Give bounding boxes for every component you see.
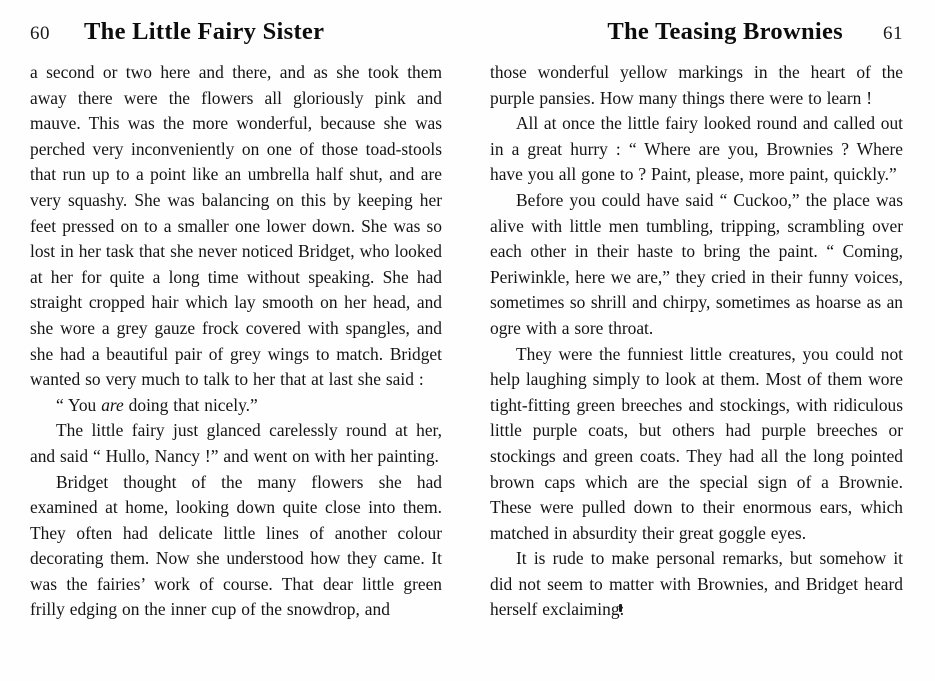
paragraph-text-segment: : [619, 599, 625, 620]
paragraph: Before you could have said “ Cuckoo,” the place was alive with little men tumbling, tripping, scrambling over each other in their haste to bring the paint. “ Coming, Periwinkle, here we are,” they cried in their funny voices, sometimes so shrill and chirpy, sometimes as hoarse as an ogre with a sore throat. [490, 189, 903, 338]
paragraph [30, 393, 442, 419]
paragraph: Bridget thought of the many flowers she had examined at home, looking down quite close into them. They often had delicate little lines of another colour decorating them. Now she understood how they came. It was the fairies’ work of course. That dear little green frilly edging on the inner cup of the snowdrop, and [30, 471, 442, 620]
folio-left: 60 [30, 23, 50, 44]
paragraph-text-segment: “ You [56, 394, 102, 415]
paragraph: a second or two here and there, and as she took them away there were the flowers all gloriously pink and mauve. This was the more wonderful, because she was perched very inconveniently on one of those toad-stools that run up to a point like an umbrella half shut, and are very squashy. She was balancing on this by keeping her feet pressed on to a smaller one lower down. She was so lost in her task that she never noticed Bridget, who looked at her for quite a long time without speaking. She had straight cropped hair which lay smooth on her head, and she wore a grey gauze frock covered with spangles, and she had a beautiful pair of grey wings to match. Bridget wanted so very much to talk to her that at last she said : [30, 62, 442, 390]
paragraph: The little fairy just glanced carelessly round at her, and said “ Hullo, Nancy !” and went on with her painting. [30, 420, 442, 466]
paragraph: those wonderful yellow markings in the heart of the purple pansies. How many things there were to learn ! [490, 62, 903, 108]
paragraph-text-segment: doing that nicely.” [123, 394, 258, 415]
emphasis-text: are [101, 394, 124, 415]
paragraph-text-segment: It is rude to make personal remarks, but somehow it did not seem to matter with Brownies, and Bridget heard herself exclaiming [490, 548, 903, 620]
paragraph [490, 546, 903, 623]
page-right [468, 0, 935, 681]
text-column-left [30, 60, 442, 623]
running-title-right: The Teasing Brownies [607, 18, 843, 45]
running-title-left: The Little Fairy Sister [84, 18, 325, 45]
folio-right: 61 [883, 23, 903, 44]
text-column-right [490, 60, 903, 623]
running-head-left [30, 18, 442, 60]
paragraph: They were the funniest little creatures, you could not help laughing simply to look at them. Most of them wore tight-fitting green breeches and stockings, with ridiculous little purple coats, but others had purple breeches or stockings and green coats. They had all the long pointed brown caps which are the special sign of a Brownie. These were pulled down to their enormous ears, which matched in absurdity their great goggle eyes. [490, 343, 903, 543]
running-head-right [490, 18, 903, 60]
paragraph: All at once the little fairy looked round and called out in a great hurry : “ Where are you, Brownies ? Where have you all gone to ? Paint, please, more paint, quickly.” [490, 113, 903, 185]
